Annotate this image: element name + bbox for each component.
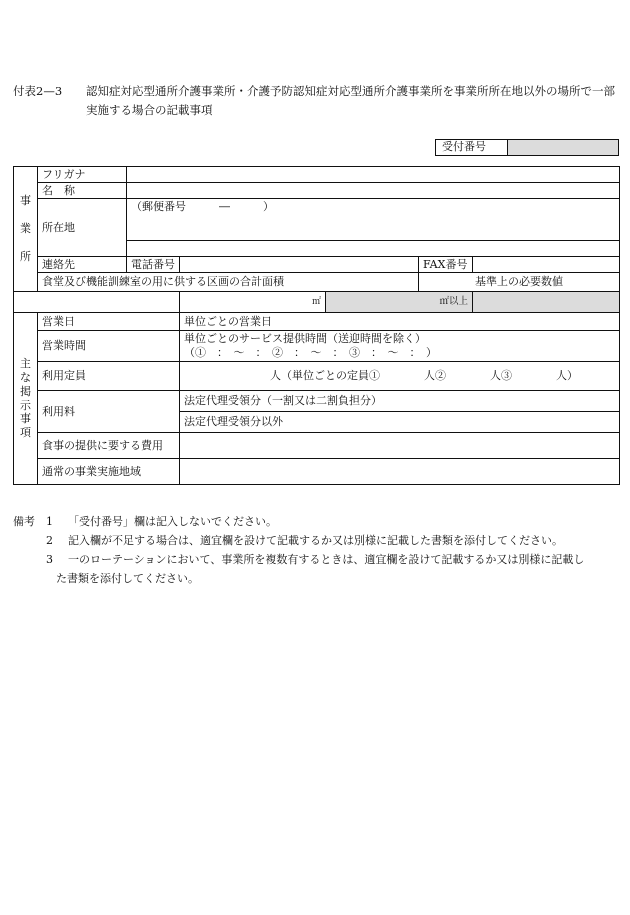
furigana-field[interactable] xyxy=(127,167,620,183)
service-area-field[interactable] xyxy=(180,459,620,485)
application-form-table xyxy=(13,166,620,485)
business-hours-label: 営業時間 xyxy=(38,331,180,362)
postal-code-label: （郵便番号 ― ） xyxy=(131,200,274,213)
note-1: 「受付番号」欄は記入しないでください。 xyxy=(68,515,277,528)
capacity-field[interactable]: 人（単位ごとの定員① 人② 人③ 人） xyxy=(180,362,620,391)
address-field-2[interactable] xyxy=(127,241,620,257)
fee-statutory-field[interactable]: 法定代理受領分（一割又は二割負担分） xyxy=(180,391,620,412)
required-value-field: ㎡以上 xyxy=(326,292,473,313)
receipt-number-box xyxy=(435,139,619,156)
form-title-line1: 認知症対応型通所介護事業所・介護予防認知症対応型通所介護事業所を事業所所在地以外の場所で一部 xyxy=(86,84,615,98)
fax-field[interactable] xyxy=(473,257,620,273)
meal-cost-label: 食事の提供に要する費用 xyxy=(38,433,180,459)
phone-field[interactable] xyxy=(180,257,419,273)
service-area-label: 通常の事業実施地域 xyxy=(38,459,180,485)
furigana-label: フリガナ xyxy=(38,167,127,183)
business-days-field[interactable]: 単位ごとの営業日 xyxy=(180,313,620,331)
meal-cost-field[interactable] xyxy=(180,433,620,459)
area-label: 食堂及び機能訓練室の用に供する区画の合計面積 xyxy=(38,273,419,292)
fax-label: FAX番号 xyxy=(419,257,473,273)
form-title-line2: 実施する場合の記載事項 xyxy=(86,103,213,117)
capacity-label: 利用定員 xyxy=(38,362,180,391)
name-field[interactable] xyxy=(127,183,620,199)
fee-other-field[interactable]: 法定代理受領分以外 xyxy=(180,412,620,433)
suitability-field xyxy=(473,292,620,313)
name-label: 名 称 xyxy=(38,183,127,199)
note-3-continued: た書類を添付してください。 xyxy=(56,572,199,585)
receipt-number-field[interactable] xyxy=(508,140,618,155)
phone-label: 電話番号 xyxy=(127,257,180,273)
receipt-number-label: 受付番号 xyxy=(436,140,508,155)
business-hours-field[interactable]: 単位ごとのサービス提供時間（送迎時間を除く） （① ： ～ ： ② ： ～ ： ③ ： ～ ： ） xyxy=(180,331,620,362)
note-3: 一のローテーションにおいて、事業所を複数有するときは、適宜欄を設けて記載するか又は別様に記載し xyxy=(68,553,585,566)
form-number: 付表2—3 xyxy=(13,84,63,98)
notes-heading: 備考 xyxy=(13,515,35,528)
address-field[interactable] xyxy=(127,199,620,241)
contact-label: 連絡先 xyxy=(38,257,127,273)
office-section-label: 事 業 所 xyxy=(14,167,38,292)
area-field[interactable]: ㎡ xyxy=(180,292,326,313)
notes-section: 備考 1 「受付番号」欄は記入しないでください。 2 記入欄が不足する場合は、適宜欄を設けて記載するか又は別様に記載した書類を添付してください。 3 一のローテーションにおいて、事業所を複数有するときは、適宜欄を設けて記載するか又は別様に記載し た書類を添付してください。 xyxy=(13,512,623,588)
required-value-label: 基準上の必要数値 xyxy=(419,273,620,292)
note-2: 記入欄が不足する場合は、適宜欄を設けて記載するか又は別様に記載した書類を添付してください。 xyxy=(68,534,563,547)
main-items-section-label: 主 な 掲 示 事 項 xyxy=(14,313,38,485)
business-days-label: 営業日 xyxy=(38,313,180,331)
fee-label: 利用料 xyxy=(38,391,180,433)
address-label: 所在地 xyxy=(38,199,127,257)
